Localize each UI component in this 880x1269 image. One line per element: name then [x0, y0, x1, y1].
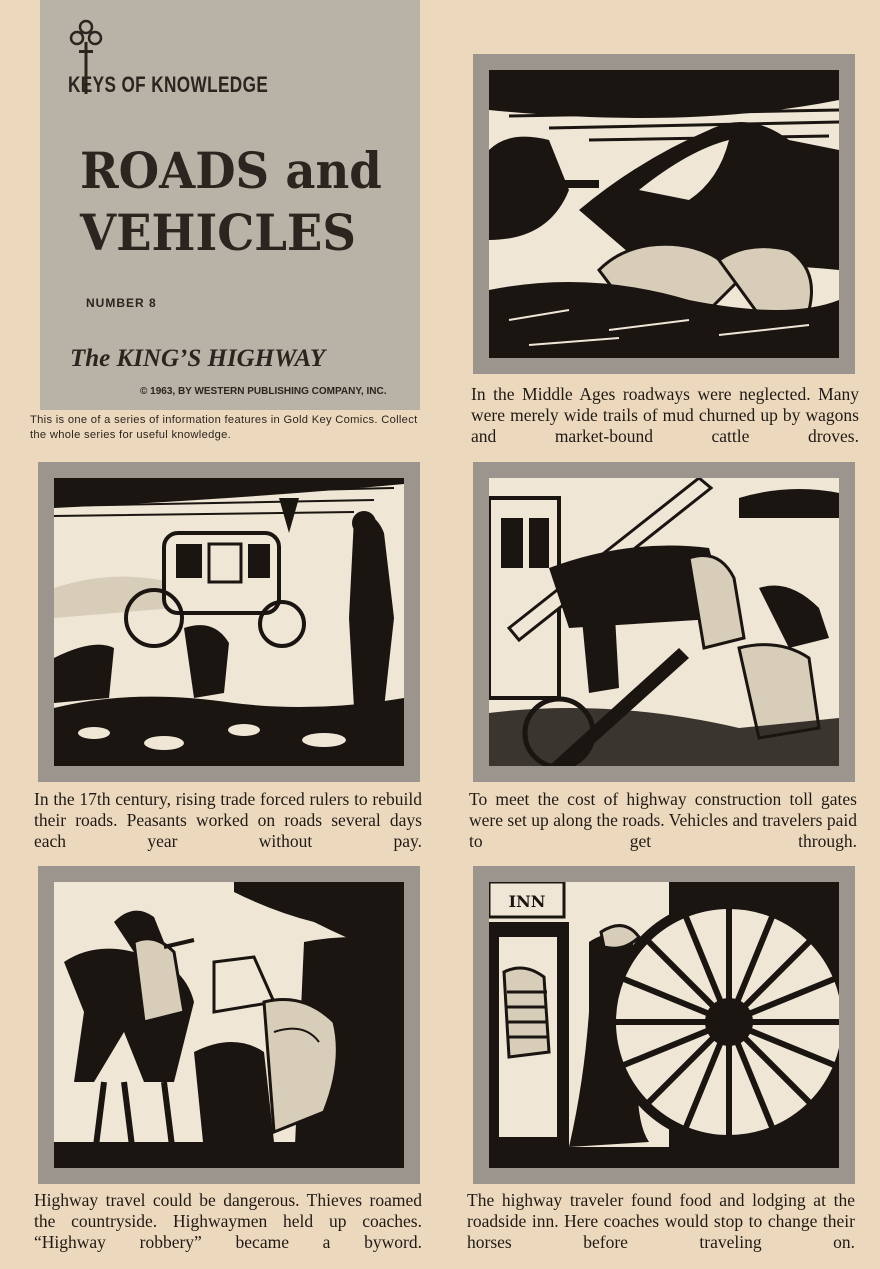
copyright: © 1963, BY WESTERN PUBLISHING COMPANY, INC. — [140, 386, 387, 397]
title-line-2: VEHICLES — [80, 203, 356, 262]
issue-number: NUMBER 8 — [86, 296, 157, 310]
illustration-roadside-inn — [489, 882, 839, 1168]
panel-highwaymen — [38, 866, 420, 1184]
caption-middle-ages: In the Middle Ages roadways were neglected. Many were merely wide trails of mud churned up by wagons and market-bound cattle droves. — [471, 384, 859, 446]
illustration-highway-robbery — [54, 882, 404, 1168]
illustration-stagecoach-workers — [54, 478, 404, 766]
page-title — [80, 140, 387, 264]
title-block — [40, 0, 420, 410]
inn-sign: INN — [508, 892, 546, 911]
panel-roadside-inn — [473, 866, 855, 1184]
panel-toll-gates — [473, 462, 855, 782]
illustration-toll-gate — [489, 478, 839, 766]
illustration-cart-in-mud — [489, 70, 839, 358]
series-note: This is one of a series of information features in Gold Key Comics. Collect the whole series for useful knowledge. — [30, 414, 418, 441]
panel-middle-ages — [473, 54, 855, 374]
title-line-1: ROADS and — [80, 141, 382, 200]
caption-17th-century: In the 17th century, rising trade forced rulers to rebuild their roads. Peasants worked on roads several days each year without pay. — [34, 789, 422, 851]
series-name: KEYS OF KNOWLEDGE — [68, 72, 269, 97]
caption-toll-gates: To meet the cost of highway construction toll gates were set up along the roads. Vehicles and travelers paid to get through. — [469, 789, 857, 851]
caption-highwaymen: Highway travel could be dangerous. Thieves roamed the countryside. Highwaymen held up coaches. “Highway robbery” became a byword. — [34, 1190, 422, 1252]
caption-roadside-inn: The highway traveler found food and lodging at the roadside inn. Here coaches would stop to change their horses before traveling on. — [467, 1190, 855, 1252]
panel-17th-century — [38, 462, 420, 782]
subtitle: The KING’S HIGHWAY — [70, 345, 326, 372]
